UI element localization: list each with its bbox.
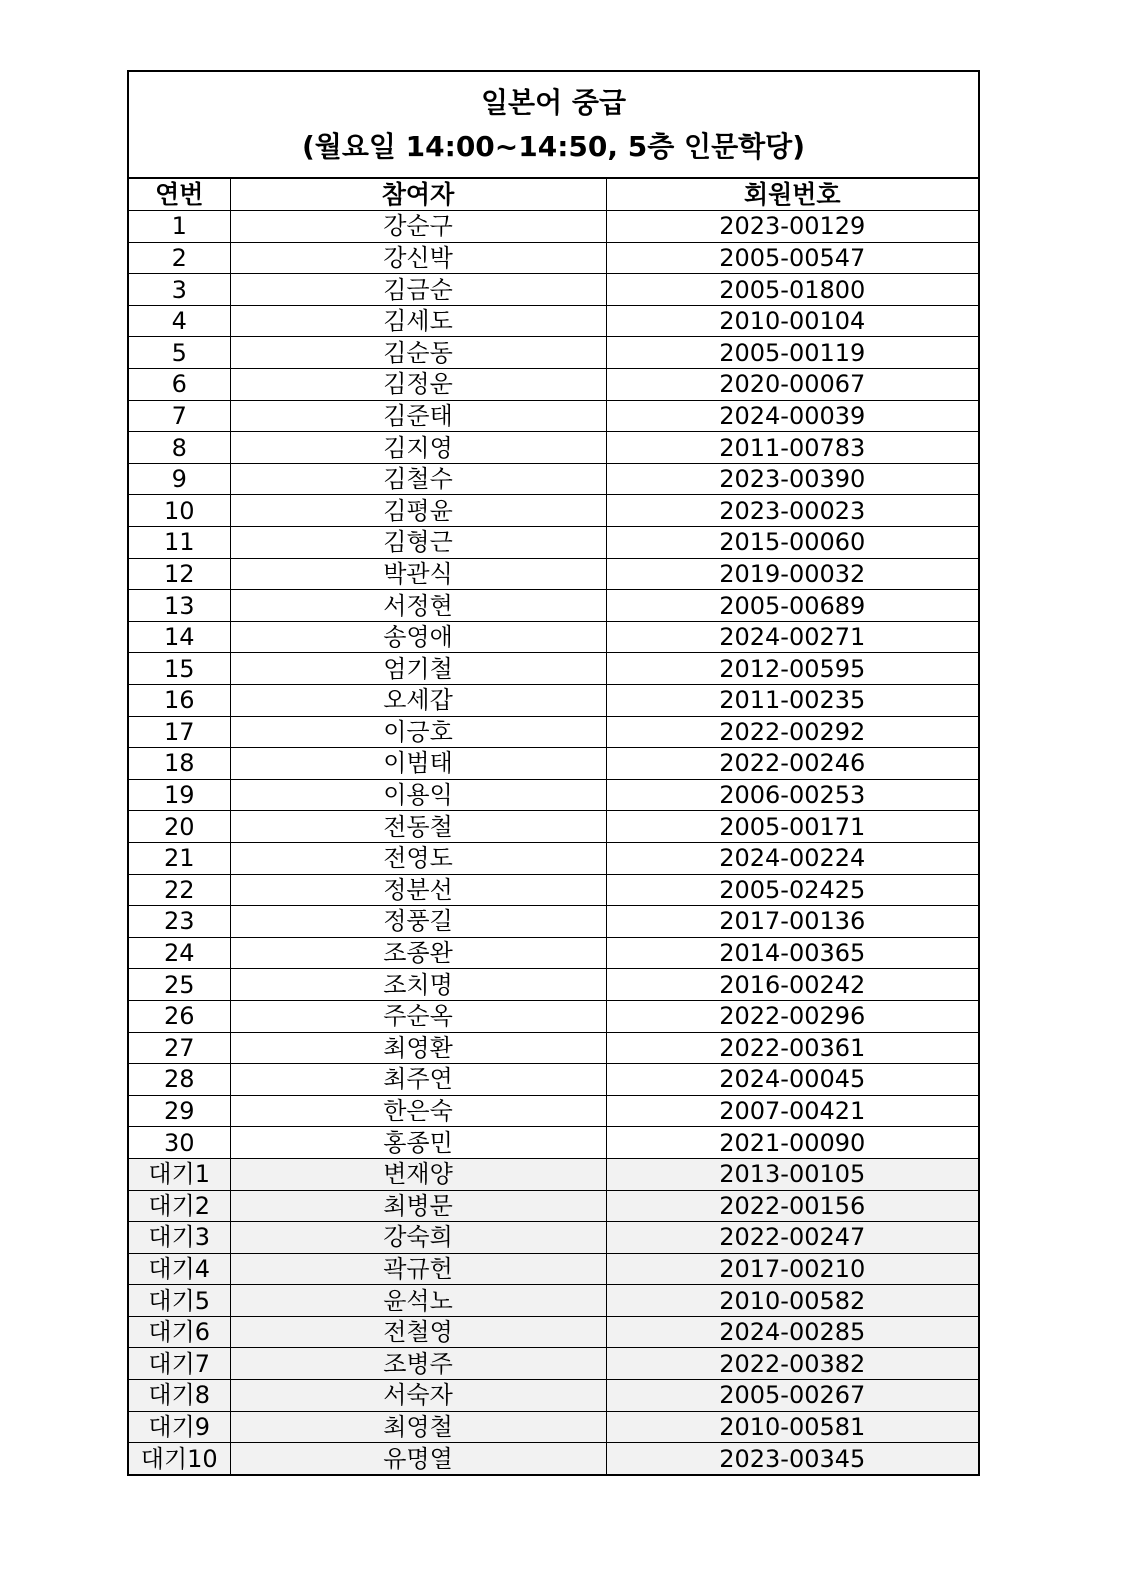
row-number: 대기8 [129, 1380, 230, 1412]
participant-row [129, 748, 978, 780]
participant-name: 김정운 [230, 369, 606, 401]
participant-name: 유명열 [230, 1443, 606, 1475]
participant-row [129, 1064, 978, 1096]
row-number: 대기9 [129, 1411, 230, 1443]
row-number: 4 [129, 305, 230, 337]
participant-row [129, 274, 978, 306]
participant-name: 김준태 [230, 400, 606, 432]
waitlist-row [129, 1253, 978, 1285]
participant-name: 변재양 [230, 1158, 606, 1190]
participant-row [129, 1127, 978, 1159]
waitlist-row [129, 1443, 978, 1475]
waitlist-row [129, 1411, 978, 1443]
participant-row [129, 842, 978, 874]
row-number: 3 [129, 274, 230, 306]
participant-row [129, 1032, 978, 1064]
participant-name: 조치명 [230, 969, 606, 1001]
participant-row [129, 1095, 978, 1127]
member-id: 2024-00224 [606, 842, 978, 874]
row-number: 대기5 [129, 1285, 230, 1317]
member-id: 2024-00285 [606, 1316, 978, 1348]
roster-sheet [127, 70, 980, 1476]
participant-name: 서숙자 [230, 1380, 606, 1412]
participant-row [129, 432, 978, 464]
row-number: 24 [129, 937, 230, 969]
participant-name: 김순동 [230, 337, 606, 369]
row-number: 12 [129, 558, 230, 590]
participant-row [129, 369, 978, 401]
participant-row [129, 463, 978, 495]
row-number: 30 [129, 1127, 230, 1159]
member-id: 2017-00136 [606, 906, 978, 938]
participant-row [129, 558, 978, 590]
participant-name: 서정현 [230, 590, 606, 622]
member-id: 2019-00032 [606, 558, 978, 590]
member-id: 2022-00247 [606, 1222, 978, 1254]
participant-name: 전동철 [230, 811, 606, 843]
row-number: 7 [129, 400, 230, 432]
member-id: 2024-00045 [606, 1064, 978, 1096]
row-number: 대기10 [129, 1443, 230, 1475]
row-number: 26 [129, 1000, 230, 1032]
header-member-id: 회원번호 [606, 179, 978, 211]
row-number: 22 [129, 874, 230, 906]
member-id: 2005-00267 [606, 1380, 978, 1412]
member-id: 2023-00390 [606, 463, 978, 495]
member-id: 2015-00060 [606, 527, 978, 559]
row-number: 23 [129, 906, 230, 938]
member-id: 2022-00361 [606, 1032, 978, 1064]
participant-name: 송영애 [230, 621, 606, 653]
row-number: 대기3 [129, 1222, 230, 1254]
member-id: 2016-00242 [606, 969, 978, 1001]
member-id: 2005-00119 [606, 337, 978, 369]
class-schedule: (월요일 14:00~14:50, 5층 인문학당) [301, 129, 806, 163]
participant-name: 최영환 [230, 1032, 606, 1064]
participant-row [129, 337, 978, 369]
row-number: 29 [129, 1095, 230, 1127]
row-number: 15 [129, 653, 230, 685]
participant-row [129, 242, 978, 274]
member-id: 2021-00090 [606, 1127, 978, 1159]
member-id: 2020-00067 [606, 369, 978, 401]
participant-row [129, 653, 978, 685]
row-number: 28 [129, 1064, 230, 1096]
member-id: 2006-00253 [606, 779, 978, 811]
participant-name: 조종완 [230, 937, 606, 969]
row-number: 11 [129, 527, 230, 559]
participant-row [129, 400, 978, 432]
participant-name: 곽규헌 [230, 1253, 606, 1285]
waitlist-row [129, 1285, 978, 1317]
row-number: 8 [129, 432, 230, 464]
participant-name: 강숙희 [230, 1222, 606, 1254]
waitlist-row [129, 1158, 978, 1190]
participant-name: 김평윤 [230, 495, 606, 527]
participant-name: 최영철 [230, 1411, 606, 1443]
participant-name: 엄기철 [230, 653, 606, 685]
participant-row [129, 685, 978, 717]
member-id: 2010-00581 [606, 1411, 978, 1443]
member-id: 2023-00345 [606, 1443, 978, 1475]
waitlist-row [129, 1380, 978, 1412]
row-number: 20 [129, 811, 230, 843]
participant-name: 조병주 [230, 1348, 606, 1380]
row-number: 대기6 [129, 1316, 230, 1348]
member-id: 2011-00783 [606, 432, 978, 464]
participant-name: 홍종민 [230, 1127, 606, 1159]
member-id: 2022-00292 [606, 716, 978, 748]
member-id: 2023-00023 [606, 495, 978, 527]
participant-row [129, 1000, 978, 1032]
row-number: 16 [129, 685, 230, 717]
member-id: 2022-00296 [606, 1000, 978, 1032]
row-number: 25 [129, 969, 230, 1001]
member-id: 2024-00039 [606, 400, 978, 432]
participant-name: 김지영 [230, 432, 606, 464]
row-number: 19 [129, 779, 230, 811]
row-number: 5 [129, 337, 230, 369]
member-id: 2014-00365 [606, 937, 978, 969]
title-block [129, 72, 978, 179]
participant-row [129, 874, 978, 906]
member-id: 2017-00210 [606, 1253, 978, 1285]
header-number: 연번 [129, 179, 230, 211]
member-id: 2012-00595 [606, 653, 978, 685]
participant-row [129, 716, 978, 748]
participant-name: 이범태 [230, 748, 606, 780]
participant-name: 주순옥 [230, 1000, 606, 1032]
participant-name: 전영도 [230, 842, 606, 874]
row-number: 대기4 [129, 1253, 230, 1285]
row-number: 6 [129, 369, 230, 401]
participant-name: 김형근 [230, 527, 606, 559]
row-number: 대기1 [129, 1158, 230, 1190]
participant-name: 한은숙 [230, 1095, 606, 1127]
row-number: 21 [129, 842, 230, 874]
participant-name: 오세갑 [230, 685, 606, 717]
row-number: 대기2 [129, 1190, 230, 1222]
row-number: 14 [129, 621, 230, 653]
participant-row [129, 811, 978, 843]
participant-row [129, 906, 978, 938]
waitlist-row [129, 1348, 978, 1380]
member-id: 2011-00235 [606, 685, 978, 717]
participant-name: 김금순 [230, 274, 606, 306]
member-id: 2005-01800 [606, 274, 978, 306]
row-number: 27 [129, 1032, 230, 1064]
member-id: 2024-00271 [606, 621, 978, 653]
participant-name: 강순구 [230, 211, 606, 243]
member-id: 2022-00156 [606, 1190, 978, 1222]
participant-row [129, 495, 978, 527]
participant-name: 최병문 [230, 1190, 606, 1222]
participant-name: 정풍길 [230, 906, 606, 938]
participant-name: 이용익 [230, 779, 606, 811]
participant-row [129, 937, 978, 969]
participant-name: 정분선 [230, 874, 606, 906]
waitlist-row [129, 1190, 978, 1222]
row-number: 대기7 [129, 1348, 230, 1380]
participant-row [129, 305, 978, 337]
participant-name: 김철수 [230, 463, 606, 495]
row-number: 17 [129, 716, 230, 748]
member-id: 2005-02425 [606, 874, 978, 906]
member-id: 2007-00421 [606, 1095, 978, 1127]
participant-row [129, 969, 978, 1001]
class-title: 일본어 중급 [481, 85, 626, 119]
waitlist-row [129, 1222, 978, 1254]
participant-row [129, 779, 978, 811]
participant-name: 김세도 [230, 305, 606, 337]
member-id: 2010-00582 [606, 1285, 978, 1317]
row-number: 13 [129, 590, 230, 622]
member-id: 2005-00171 [606, 811, 978, 843]
row-number: 2 [129, 242, 230, 274]
participant-row [129, 621, 978, 653]
member-id: 2010-00104 [606, 305, 978, 337]
member-id: 2022-00382 [606, 1348, 978, 1380]
waitlist-row [129, 1316, 978, 1348]
participant-name: 윤석노 [230, 1285, 606, 1317]
participant-name: 박관식 [230, 558, 606, 590]
roster-body [129, 211, 978, 1475]
header-row [129, 179, 978, 211]
participant-row [129, 590, 978, 622]
header-participant: 참여자 [230, 179, 606, 211]
member-id: 2005-00689 [606, 590, 978, 622]
participant-row [129, 211, 978, 243]
row-number: 1 [129, 211, 230, 243]
member-id: 2023-00129 [606, 211, 978, 243]
row-number: 10 [129, 495, 230, 527]
row-number: 9 [129, 463, 230, 495]
roster-table [129, 179, 978, 1474]
member-id: 2005-00547 [606, 242, 978, 274]
participant-row [129, 527, 978, 559]
participant-name: 전철영 [230, 1316, 606, 1348]
member-id: 2013-00105 [606, 1158, 978, 1190]
participant-name: 최주연 [230, 1064, 606, 1096]
member-id: 2022-00246 [606, 748, 978, 780]
participant-name: 강신박 [230, 242, 606, 274]
row-number: 18 [129, 748, 230, 780]
participant-name: 이긍호 [230, 716, 606, 748]
